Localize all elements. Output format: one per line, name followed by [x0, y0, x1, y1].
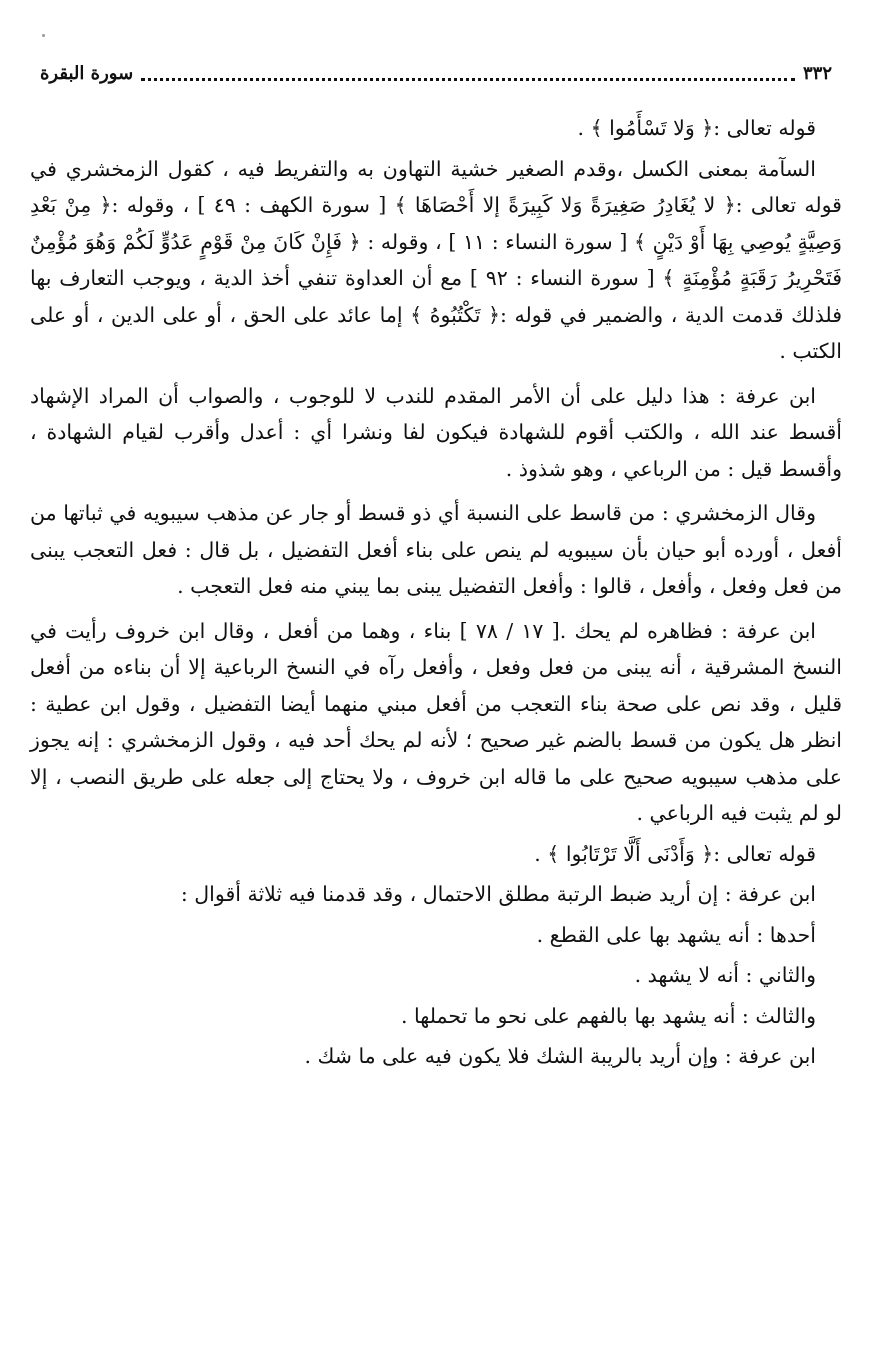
running-header [40, 58, 832, 88]
surah-title: سورة البقرة [40, 62, 134, 84]
paragraph: قوله تعالى :﴿ وَأَدْنَى أَلَّا تَرْتَابُوا ﴾ . [534, 841, 816, 866]
paragraph: أحدها : أنه يشهد بها على القطع . [536, 922, 816, 947]
paragraph: ابن عرفة : وإن أريد بالريبة الشك فلا يكون فيه على ما شك . [304, 1044, 816, 1068]
paragraph: قوله تعالى :﴿ وَلا تَسْأَمُوا ﴾ . [577, 116, 816, 140]
paragraph: والثالث : أنه يشهد بها بالفهم على نحو ما تحملها . [400, 1003, 816, 1028]
page-number: ٣٣٢ [802, 62, 832, 84]
paragraph: ابن عرفة : إن أريد ضبط الرتبة مطلق الاحتمال ، وقد قدمنا فيه ثلاثة أقوال : [180, 882, 816, 906]
paragraph: ابن عرفة : هذا دليل على أن الأمر المقدم للندب لا للوجوب ، والصواب أن المراد الإشهاد أقسط عند الله ، والكتب أقوم للشهادة فيكون لفا ونشرا أي : أعدل وأقرب لقيام الشهادة ، وأقسط قيل : من الرباعي ، وهو شذوذ . [30, 383, 842, 481]
header-dotted-rule [141, 78, 795, 81]
page-body [30, 110, 842, 1079]
paragraph: السآمة بمعنى الكسل ،وقدم الصغير خشية التهاون به والتفريط فيه ، كقول الزمخشري في قوله تعالى :﴿ لا يُغَادِرُ صَغِيرَةً وَلا كَبِيرَةً إلا أَحْصَاهَا ﴾ [ سورة الكهف : ٤٩ ] ، وقوله :﴿ مِنْ بَعْدِ وَصِيَّةٍ يُوصِي بِهَا أَوْ دَيْنٍ ﴾ [ سورة النساء : ١١ ] ، وقوله : ﴿ فَإِنْ كَانَ مِنْ قَوْمٍ عَدُوٍّ لَكُمْ وَهُوَ مُؤْمِنٌ فَتَحْرِيرُ رَقَبَةٍ مُؤْمِنَةٍ ﴾ [ سورة النساء : ٩٢ ] مع أن العداوة تنفي أخذ الدية ، ويوجب التعارف بها فلذلك قدمت الدية ، والضمير في قوله :﴿ تَكْتُبُوهُ ﴾ إما عائد على الحق ، أو على الدين ، أو على الكتب . [30, 156, 843, 363]
paragraph: ابن عرفة : فظاهره لم يحك .[ ١٧ / ٧٨ ] بناء ، وهما من أفعل ، وقال ابن خروف رأيت في النسخ المشرقية ، أنه يبنى من فعل وفعل ، وأفعل رآه في النسخ الرباعية إلا أن بناءه من أفعل قليل ، وقد نص على صحة بناء التعجب من أفعل مبني منهما أيضا التفضيل ، وقول ابن عطية : انظر هل يكون من قسط بالضم غير صحيح ؛ لأنه لم يحك أحد فيه ، وقول الزمخشري : إنه يجوز على مذهب سيبويه صحيح على ما قاله ابن خروف ، ولا يحتاج إلى جعله على طريق النصب ، إلا لو لم يثبت فيه الرباعي . [30, 618, 842, 825]
paragraph: وقال الزمخشري : من قاسط على النسبة أي ذو قسط أو جار عن مذهب سيبويه في ثباتها من أفعل ، أورده أبو حيان بأن سيبويه لم ينص على بناء أفعل التفضيل ، بل قال : فعل التعجب يبنى من فعل وفعل ، وأفعل ، قالوا : وأفعل التفضيل يبنى بما يبني منه فعل التعجب . [30, 501, 842, 598]
paragraph: والثاني : أنه لا يشهد . [634, 963, 816, 987]
scan-speck [42, 34, 45, 37]
